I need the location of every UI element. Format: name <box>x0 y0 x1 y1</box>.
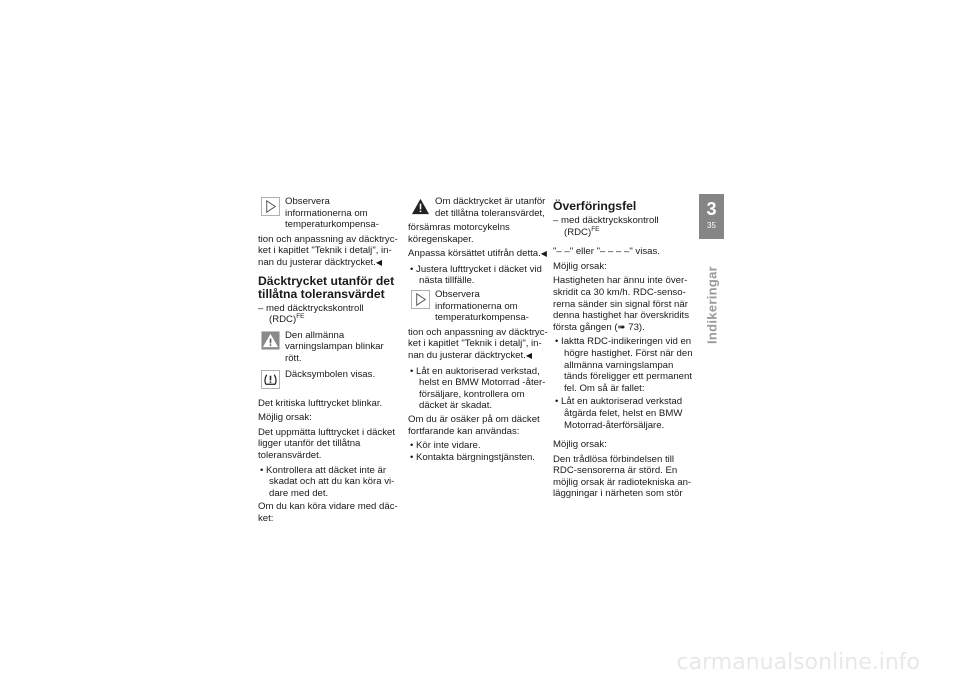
paragraph: Det kritiska lufttrycket blinkar. <box>258 397 383 409</box>
end-mark-icon: ◀ <box>540 249 547 259</box>
bullet-item: • Justera lufttrycket i däcket vid nästa tillfälle. <box>410 263 542 287</box>
tire-pressure-icon <box>261 370 280 389</box>
info-triangle-icon <box>261 197 280 216</box>
column-2 <box>408 196 548 465</box>
section-heading: Däcktrycket utanför det tillåtna toleransvärdet <box>258 273 395 301</box>
info-note <box>258 196 398 231</box>
note-text-cont: tion och anpassning av däcktrycket i kapitlet "Teknik i detalj", innan du justerar däcktrycket.◀ <box>408 326 548 361</box>
warning-text-cont: försämras motorcykelns köregenskaper. <box>408 222 510 245</box>
chapter-number: 3 <box>706 199 717 219</box>
note-text-cont: tion och anpassning av däcktrycket i kapitlet "Teknik i detalj", innan du justerar däcktrycket.◀ <box>258 233 398 268</box>
column-3 <box>553 196 693 503</box>
dash-item: – med däcktryckskontroll (RDC)$^{FE}$ <box>553 215 659 238</box>
info-note <box>408 289 548 324</box>
warning-triangle-icon <box>411 197 430 216</box>
section-heading: Överföringsfel <box>553 199 637 213</box>
bullet-item: • Kör inte vidare. <box>410 440 481 452</box>
tire-note <box>258 369 398 393</box>
paragraph: Hastigheten har ännu inte överskridit ca 30 km/h. RDC-sensorerna sänder sin signal först när denna hastighet har överskridits första gången (➠ 73). <box>553 275 689 333</box>
column-1 <box>258 196 398 527</box>
bullet-item: • Kontrollera att däcket inte är skadat och att du kan köra vidare med det. <box>260 464 395 499</box>
warning-text: Om däcktrycket är utanför det tillåtna toleransvärdet, <box>435 196 546 219</box>
side-chapter-title-text: Indikeringar <box>704 265 720 345</box>
warning-note <box>408 196 548 220</box>
warning-triangle-icon <box>261 331 280 350</box>
paragraph: Om du kan köra vidare med däcket: <box>258 501 398 524</box>
note-text: Observera informationerna om temperaturkompensa- <box>285 196 379 231</box>
paragraph: Möjlig orsak: <box>553 439 607 451</box>
note-text: Observera informationerna om temperaturkompensa- <box>435 288 529 324</box>
paragraph: Anpassa körsättet utifrån detta.◀ <box>408 248 547 260</box>
bullet-item: • Kontakta bärgningstjänsten. <box>410 451 535 463</box>
side-chapter-title <box>697 250 727 360</box>
paragraph: Det uppmätta lufttrycket i däcket ligger utanför det tillåtna toleransvärdet. <box>258 426 396 461</box>
paragraph: Om du är osäker på om däcket fortfarande kan användas: <box>408 413 540 437</box>
dash-item: – med däcktryckskontroll (RDC)$^{FE}$ <box>258 302 364 326</box>
bullet-item: • Låt en auktoriserad verkstad, helst en BMW Motorrad -återförsäljare, kontrollera om däcket är skadat. <box>410 365 546 412</box>
paragraph: "– –" eller "– – – –" visas. <box>553 246 660 258</box>
warning-lamp-text: Den allmänna varningslampan blinkar rött. <box>285 329 384 364</box>
paragraph: Möjlig orsak: <box>553 260 607 272</box>
bullet-item: • Låt en auktoriserad verkstad åtgärda felet, helst en BMW Motorrad-återförsäljare. <box>555 396 683 431</box>
paragraph: Den trådlösa förbindelsen till RDC-sensorerna är störd. En möjlig orsak är radiotekniska anläggningar i närheten som stör <box>553 453 692 500</box>
chapter-tab <box>699 194 724 239</box>
bullet-item: • Iaktta RDC-indikeringen vid en högre hastighet. Först när den allmänna varningslampan tänds föreligger ett permanent fel. Om så är fallet: <box>555 336 693 394</box>
page-number: 35 <box>707 221 716 230</box>
watermark: carmanualsonline.info <box>676 650 920 675</box>
end-mark-icon: ◀ <box>525 350 533 360</box>
tire-symbol-text: Däcksymbolen visas. <box>285 368 376 380</box>
end-mark-icon: ◀ <box>375 257 383 267</box>
warning-note <box>258 330 398 365</box>
info-triangle-icon <box>411 290 430 309</box>
paragraph: Möjlig orsak: <box>258 412 312 424</box>
